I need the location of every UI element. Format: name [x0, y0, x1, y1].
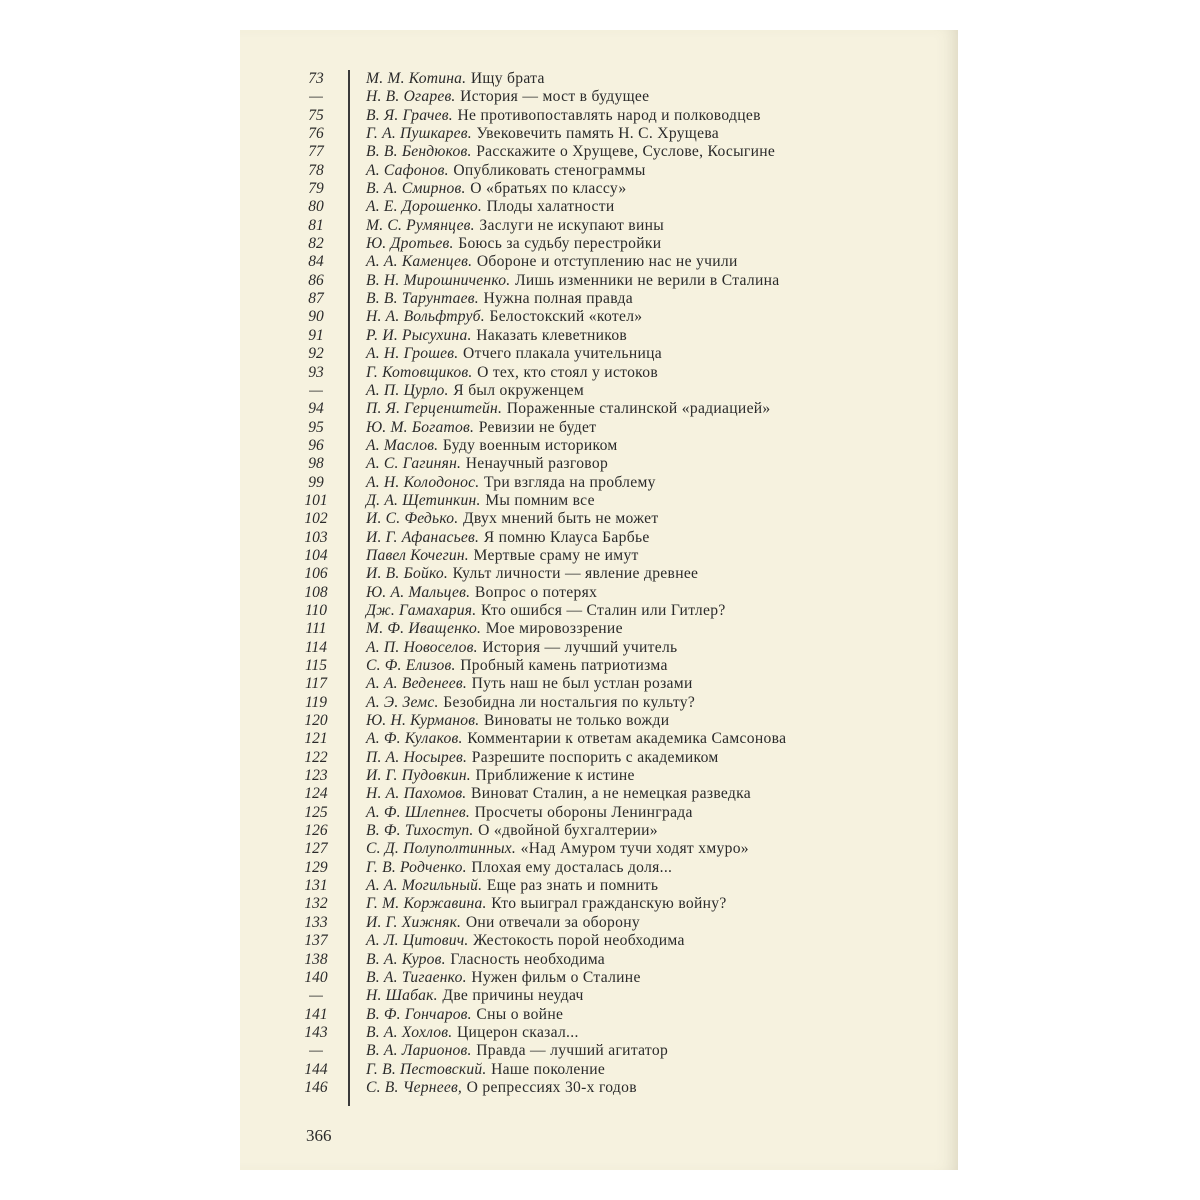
toc-entry — [240, 584, 958, 602]
entry-author: Ю. Дротьев. — [366, 235, 454, 253]
entry-page-number: 111 — [305, 620, 327, 638]
entry-author: М. Ф. Иващенко. — [366, 620, 482, 638]
toc-entry — [240, 217, 958, 235]
entry-page-number: 75 — [308, 106, 324, 124]
entry-text — [366, 125, 719, 143]
entry-text — [366, 914, 640, 932]
entry-author: А. П. Цурло. — [366, 381, 449, 399]
entry-text — [366, 620, 623, 638]
entry-title: Три взгляда на проблему — [484, 473, 656, 491]
entry-page-number: 84 — [308, 253, 324, 271]
entry-author: И. Г. Пудовкин. — [366, 767, 471, 785]
entry-author: Г. В. Пестовский. — [366, 1060, 487, 1078]
toc-entry — [240, 932, 958, 950]
entry-author: А. Н. Колодонос. — [366, 473, 480, 491]
entry-text — [366, 474, 656, 492]
entry-page-number: 119 — [304, 693, 328, 711]
table-of-contents — [240, 70, 958, 1097]
entry-title: «Над Амуром тучи ходят хмуро» — [520, 840, 749, 858]
entry-author: А. Л. Цитович. — [366, 932, 469, 950]
entry-page-number: — — [309, 987, 323, 1005]
entry-text — [366, 785, 751, 803]
entry-author: В. А. Куров. — [366, 950, 446, 968]
entry-page-number: 122 — [304, 748, 328, 766]
toc-entry — [240, 510, 958, 528]
entry-author: Г. М. Коржавина. — [366, 895, 487, 913]
toc-entry — [240, 253, 958, 271]
entry-title: Нужна полная правда — [483, 290, 633, 308]
book-page — [240, 30, 958, 1170]
toc-entry — [240, 675, 958, 693]
page-number: 366 — [306, 1126, 332, 1145]
entry-page-number: 141 — [304, 1005, 328, 1023]
entry-title: Обороне и отступлению нас не учили — [476, 253, 738, 271]
entry-author: П. Я. Герценштейн. — [366, 400, 503, 418]
entry-page-number: 98 — [308, 455, 324, 473]
toc-entry — [240, 382, 958, 400]
entry-title: Заслуги не искупают вины — [479, 216, 665, 234]
entry-text — [366, 272, 780, 290]
entry-text — [366, 492, 595, 510]
entry-author: Н. В. Огарев. — [366, 88, 456, 106]
entry-page-number: 92 — [308, 345, 324, 363]
toc-entry — [240, 565, 958, 583]
toc-entry — [240, 859, 958, 877]
entry-author: А. Э. Земс. — [366, 693, 439, 711]
entry-text — [366, 767, 635, 785]
entry-title: Боюсь за судьбу перестройки — [458, 235, 662, 253]
entry-author: В. В. Бендюков. — [366, 143, 472, 161]
entry-page-number: 86 — [308, 271, 324, 289]
entry-text — [366, 419, 596, 437]
entry-title: Приближение к истине — [475, 767, 635, 785]
entry-title: Ревизии не будет — [478, 418, 597, 436]
toc-entry — [240, 951, 958, 969]
entry-title: Виноваты не только вожди — [483, 712, 670, 730]
entry-page-number: 110 — [304, 601, 328, 619]
entry-title: Виноват Сталин, а не немецкая разведка — [471, 785, 752, 803]
entry-author: Н. А. Пахомов. — [366, 785, 467, 803]
toc-entry — [240, 712, 958, 730]
toc-entry — [240, 987, 958, 1005]
entry-author: А. П. Новоселов. — [366, 638, 478, 656]
toc-entry — [240, 455, 958, 473]
entry-text — [366, 253, 738, 271]
entry-title: О тех, кто стоял у истоков — [477, 363, 659, 381]
entry-title: Я помню Клауса Барбье — [483, 528, 650, 546]
entry-page-number: — — [309, 381, 323, 399]
entry-page-number: 124 — [304, 785, 328, 803]
entry-title: Плохая ему досталась доля... — [471, 858, 673, 876]
entry-author: Н. Шабак. — [366, 987, 438, 1005]
toc-entry — [240, 1079, 958, 1097]
entry-text — [366, 951, 605, 969]
entry-text — [366, 217, 664, 235]
entry-author: В. В. Тарунтаев. — [366, 290, 479, 308]
entry-page-number: 79 — [308, 180, 324, 198]
toc-entry — [240, 822, 958, 840]
toc-entry — [240, 492, 958, 510]
toc-entry — [240, 969, 958, 987]
entry-text — [366, 198, 615, 216]
entry-title: Двух мнений быть не может — [462, 510, 659, 528]
entry-author: В. А. Смирнов. — [366, 180, 466, 198]
entry-text — [366, 987, 584, 1005]
entry-text — [366, 364, 658, 382]
entry-page-number: 115 — [304, 657, 328, 674]
entry-page-number: 82 — [308, 235, 324, 253]
entry-text — [366, 859, 672, 877]
entry-text — [366, 804, 693, 822]
entry-text — [366, 895, 727, 913]
entry-text — [366, 510, 658, 528]
entry-title: Отчего плакала учительница — [463, 345, 662, 363]
entry-page-number: 117 — [304, 675, 328, 693]
entry-page-number: 77 — [308, 143, 324, 161]
entry-page-number: 90 — [308, 308, 324, 326]
entry-author: С. Д. Полуполтинных. — [366, 840, 517, 858]
toc-entry — [240, 400, 958, 418]
entry-page-number: 126 — [304, 822, 328, 840]
entry-author: М. С. Румянцев. — [366, 216, 475, 234]
entry-title: О «братьях по классу» — [470, 180, 627, 198]
entry-title: Просчеты обороны Ленинграда — [474, 803, 693, 821]
entry-title: Лишь изменники не верили в Сталина — [515, 271, 780, 289]
entry-author: И. Г. Афанасьев. — [366, 528, 480, 546]
toc-entry — [240, 804, 958, 822]
toc-entry — [240, 1061, 958, 1079]
entry-page-number: 93 — [308, 363, 324, 381]
entry-page-number: 102 — [304, 510, 328, 528]
entry-author: Ю. А. Мальцев. — [366, 583, 471, 601]
entry-title: Мертвые сраму не имут — [473, 546, 639, 564]
toc-entry — [240, 1042, 958, 1060]
entry-title: Они отвечали за оборону — [465, 913, 640, 931]
entry-title: Я был окруженцем — [453, 381, 585, 399]
entry-title: Не противопоставлять народ и полководцев — [457, 106, 761, 124]
entry-title: Путь наш не был устлан розами — [471, 675, 693, 693]
toc-entry — [240, 308, 958, 326]
entry-author: А. Ф. Шлепнев. — [366, 803, 470, 821]
toc-entry — [240, 364, 958, 382]
entry-text — [366, 180, 626, 198]
entry-title: Белостокский «котел» — [489, 308, 643, 326]
entry-page-number: 133 — [304, 913, 328, 931]
entry-title: Плоды халатности — [486, 198, 615, 216]
entry-title: Нужен фильм о Сталине — [471, 968, 641, 986]
entry-page-number: 129 — [304, 858, 328, 876]
entry-title: Жестокость порой необходима — [473, 932, 685, 950]
entry-text — [366, 675, 693, 693]
entry-text — [366, 235, 661, 253]
entry-title: Кто ошибся — Сталин или Гитлер? — [480, 601, 726, 619]
entry-author: В. А. Хохлов. — [366, 1023, 453, 1041]
entry-author: Павел Кочегин. — [366, 546, 469, 564]
entry-page-number: 121 — [304, 730, 328, 748]
toc-entry — [240, 1006, 958, 1024]
entry-author: В. Ф. Гончаров. — [366, 1005, 472, 1023]
entry-page-number: 80 — [308, 198, 324, 216]
entry-text — [366, 1079, 637, 1097]
toc-entry — [240, 877, 958, 895]
toc-entry — [240, 474, 958, 492]
entry-page-number: 127 — [304, 840, 328, 858]
entry-page-number: 123 — [304, 767, 328, 785]
entry-title: Сны о войне — [476, 1005, 564, 1023]
entry-author: А. Н. Грошев. — [366, 345, 459, 363]
toc-entry — [240, 547, 958, 565]
entry-author: А. Маслов. — [366, 436, 439, 454]
entry-author: Р. И. Рысухина. — [366, 326, 472, 344]
entry-text — [366, 657, 668, 675]
entry-page-number: 76 — [308, 125, 324, 143]
entry-text — [366, 932, 685, 950]
entry-text — [366, 840, 749, 858]
entry-title: Наше поколение — [491, 1060, 606, 1078]
entry-page-number: — — [309, 88, 323, 106]
entry-title: О репрессиях 30-х годов — [466, 1078, 637, 1096]
entry-title: Безобидна ли ностальгия по культу? — [443, 693, 696, 711]
entry-text — [366, 162, 646, 180]
toc-entry — [240, 88, 958, 106]
entry-author: А. С. Гагинян. — [366, 455, 462, 473]
entry-page-number: 132 — [304, 895, 328, 913]
entry-author: П. А. Носырев. — [366, 748, 468, 766]
entry-page-number: 96 — [308, 436, 324, 454]
entry-title: Кто выиграл гражданскую войну? — [491, 895, 727, 913]
entry-text — [366, 730, 786, 748]
entry-text — [366, 602, 726, 620]
entry-author: Г. В. Родченко. — [366, 858, 467, 876]
entry-title: Наказать клеветников — [476, 326, 628, 344]
entry-text — [366, 969, 641, 987]
entry-text — [366, 694, 695, 712]
entry-author: С. Ф. Елизов. — [366, 657, 456, 674]
entry-title: Еще раз знать и помнить — [486, 877, 659, 895]
toc-entry — [240, 180, 958, 198]
toc-entry — [240, 419, 958, 437]
entry-text — [366, 143, 775, 161]
toc-entry — [240, 437, 958, 455]
entry-author: В. Н. Мирошниченко. — [366, 271, 511, 289]
entry-page-number: 91 — [308, 326, 324, 344]
entry-text — [366, 822, 658, 840]
entry-title: Гласность необходима — [450, 950, 606, 968]
toc-entry — [240, 730, 958, 748]
entry-title: Цицерон сказал... — [456, 1023, 579, 1041]
entry-text — [366, 712, 669, 730]
entry-title: Расскажите о Хрущеве, Суслове, Косыгине — [476, 143, 776, 161]
entry-title: Вопрос о потерях — [474, 583, 598, 601]
toc-entry — [240, 914, 958, 932]
toc-entry — [240, 327, 958, 345]
entry-page-number: 104 — [304, 546, 328, 564]
entry-page-number: 103 — [304, 528, 328, 546]
toc-entry — [240, 529, 958, 547]
toc-entry — [240, 162, 958, 180]
entry-text — [366, 400, 771, 418]
entry-title: Пробный камень патриотизма — [460, 657, 668, 674]
entry-page-number: 95 — [308, 418, 324, 436]
entry-title: Увековечить память Н. С. Хрущева — [476, 125, 720, 143]
entry-text — [366, 584, 597, 602]
entry-text — [366, 1061, 605, 1079]
toc-entry — [240, 107, 958, 125]
toc-entry — [240, 125, 958, 143]
entry-title: Комментарии к ответам академика Самсонова — [467, 730, 787, 748]
entry-text — [366, 877, 658, 895]
entry-author: А. А. Каменцев. — [366, 253, 473, 271]
entry-text — [366, 107, 761, 125]
entry-author: Г. А. Пушкарев. — [366, 125, 472, 143]
entry-title: История — лучший учитель — [482, 638, 678, 656]
entry-text — [366, 70, 545, 88]
entry-author: Д. А. Щетинкин. — [366, 491, 481, 509]
entry-author: Н. А. Вольфтруб. — [366, 308, 485, 326]
entry-page-number: 106 — [304, 565, 328, 583]
entry-text — [366, 308, 642, 326]
entry-page-number: 144 — [304, 1060, 328, 1078]
entry-author: Ю. Н. Курманов. — [366, 712, 480, 730]
toc-entry — [240, 143, 958, 161]
entry-author: В. А. Тигаенко. — [366, 968, 467, 986]
entry-text — [366, 1042, 668, 1060]
entry-page-number: 137 — [304, 932, 328, 950]
entry-page-number: 94 — [308, 400, 324, 418]
entry-author: Дж. Гамахария. — [366, 601, 477, 619]
entry-page-number: 87 — [308, 290, 324, 308]
entry-title: Пораженные сталинской «радиацией» — [506, 400, 771, 418]
entry-page-number: 146 — [304, 1078, 328, 1096]
toc-entry — [240, 785, 958, 803]
toc-entry — [240, 345, 958, 363]
entry-text — [366, 529, 650, 547]
entry-text — [366, 290, 633, 308]
entry-text — [366, 1006, 563, 1024]
entry-page-number: 131 — [304, 877, 328, 895]
entry-page-number: 120 — [304, 712, 328, 730]
entry-page-number: 138 — [304, 950, 328, 968]
entry-author: А. А. Могильный. — [366, 877, 483, 895]
toc-entry — [240, 657, 958, 675]
entry-text — [366, 382, 584, 400]
toc-entry — [240, 694, 958, 712]
entry-title: Опубликовать стенограммы — [453, 161, 646, 179]
entry-text — [366, 437, 618, 455]
toc-entry — [240, 198, 958, 216]
entry-text — [366, 639, 677, 657]
entry-title: Разрешите поспорить с академиком — [471, 748, 719, 766]
entry-text — [366, 455, 608, 473]
entry-author: И. С. Федько. — [366, 510, 459, 528]
entry-title: Ищу брата — [470, 70, 545, 87]
entry-title: О «двойной бухгалтерии» — [478, 822, 658, 840]
entry-title: История — мост в будущее — [460, 88, 650, 106]
entry-page-number: 99 — [308, 473, 324, 491]
entry-author: И. В. Бойко. — [366, 565, 448, 583]
toc-entry — [240, 602, 958, 620]
entry-page-number: 114 — [304, 638, 328, 656]
entry-title: Правда — лучший агитатор — [476, 1042, 669, 1060]
entry-author: И. Г. Хижняк. — [366, 913, 462, 931]
entry-author: А. Е. Дорошенко. — [366, 198, 482, 216]
entry-author: А. Ф. Кулаков. — [366, 730, 463, 748]
toc-entry — [240, 70, 958, 88]
entry-title: Мое мировоззрение — [485, 620, 623, 638]
entry-page-number: 143 — [304, 1023, 328, 1041]
entry-page-number: 101 — [304, 491, 328, 509]
entry-page-number: — — [309, 1042, 323, 1060]
entry-author: М. М. Котина. — [366, 70, 467, 87]
entry-page-number: 81 — [308, 216, 324, 234]
entry-author: В. Ф. Тихоступ. — [366, 822, 474, 840]
toc-entry — [240, 749, 958, 767]
entry-page-number: 140 — [304, 968, 328, 986]
toc-entry — [240, 620, 958, 638]
entry-text — [366, 565, 698, 583]
entry-page-number: 73 — [308, 70, 324, 87]
toc-entry — [240, 767, 958, 785]
entry-author: С. В. Чернеев, — [366, 1078, 463, 1096]
entry-text — [366, 1024, 579, 1042]
entry-author: Ю. М. Богатов. — [366, 418, 475, 436]
entry-text — [366, 749, 719, 767]
toc-entry — [240, 290, 958, 308]
entry-text — [366, 88, 649, 106]
entry-title: Две причины неудач — [442, 987, 584, 1005]
toc-entry — [240, 1024, 958, 1042]
entry-page-number: 108 — [304, 583, 328, 601]
entry-text — [366, 547, 639, 565]
entry-text — [366, 327, 627, 345]
entry-author: А. А. Веденеев. — [366, 675, 467, 693]
entry-page-number: 78 — [308, 161, 324, 179]
toc-entry — [240, 639, 958, 657]
entry-author: А. Сафонов. — [366, 161, 449, 179]
entry-title: Мы помним все — [485, 491, 595, 509]
toc-entry — [240, 235, 958, 253]
entry-author: В. А. Ларионов. — [366, 1042, 472, 1060]
toc-entry — [240, 895, 958, 913]
entry-page-number: 125 — [304, 803, 328, 821]
entry-text — [366, 345, 662, 363]
entry-title: Ненаучный разговор — [465, 455, 609, 473]
toc-entry — [240, 272, 958, 290]
toc-entry — [240, 840, 958, 858]
entry-author: В. Я. Грачев. — [366, 106, 453, 124]
entry-author: Г. Котовщиков. — [366, 363, 473, 381]
entry-title: Культ личности — явление древнее — [452, 565, 699, 583]
entry-title: Буду военным историком — [442, 436, 618, 454]
